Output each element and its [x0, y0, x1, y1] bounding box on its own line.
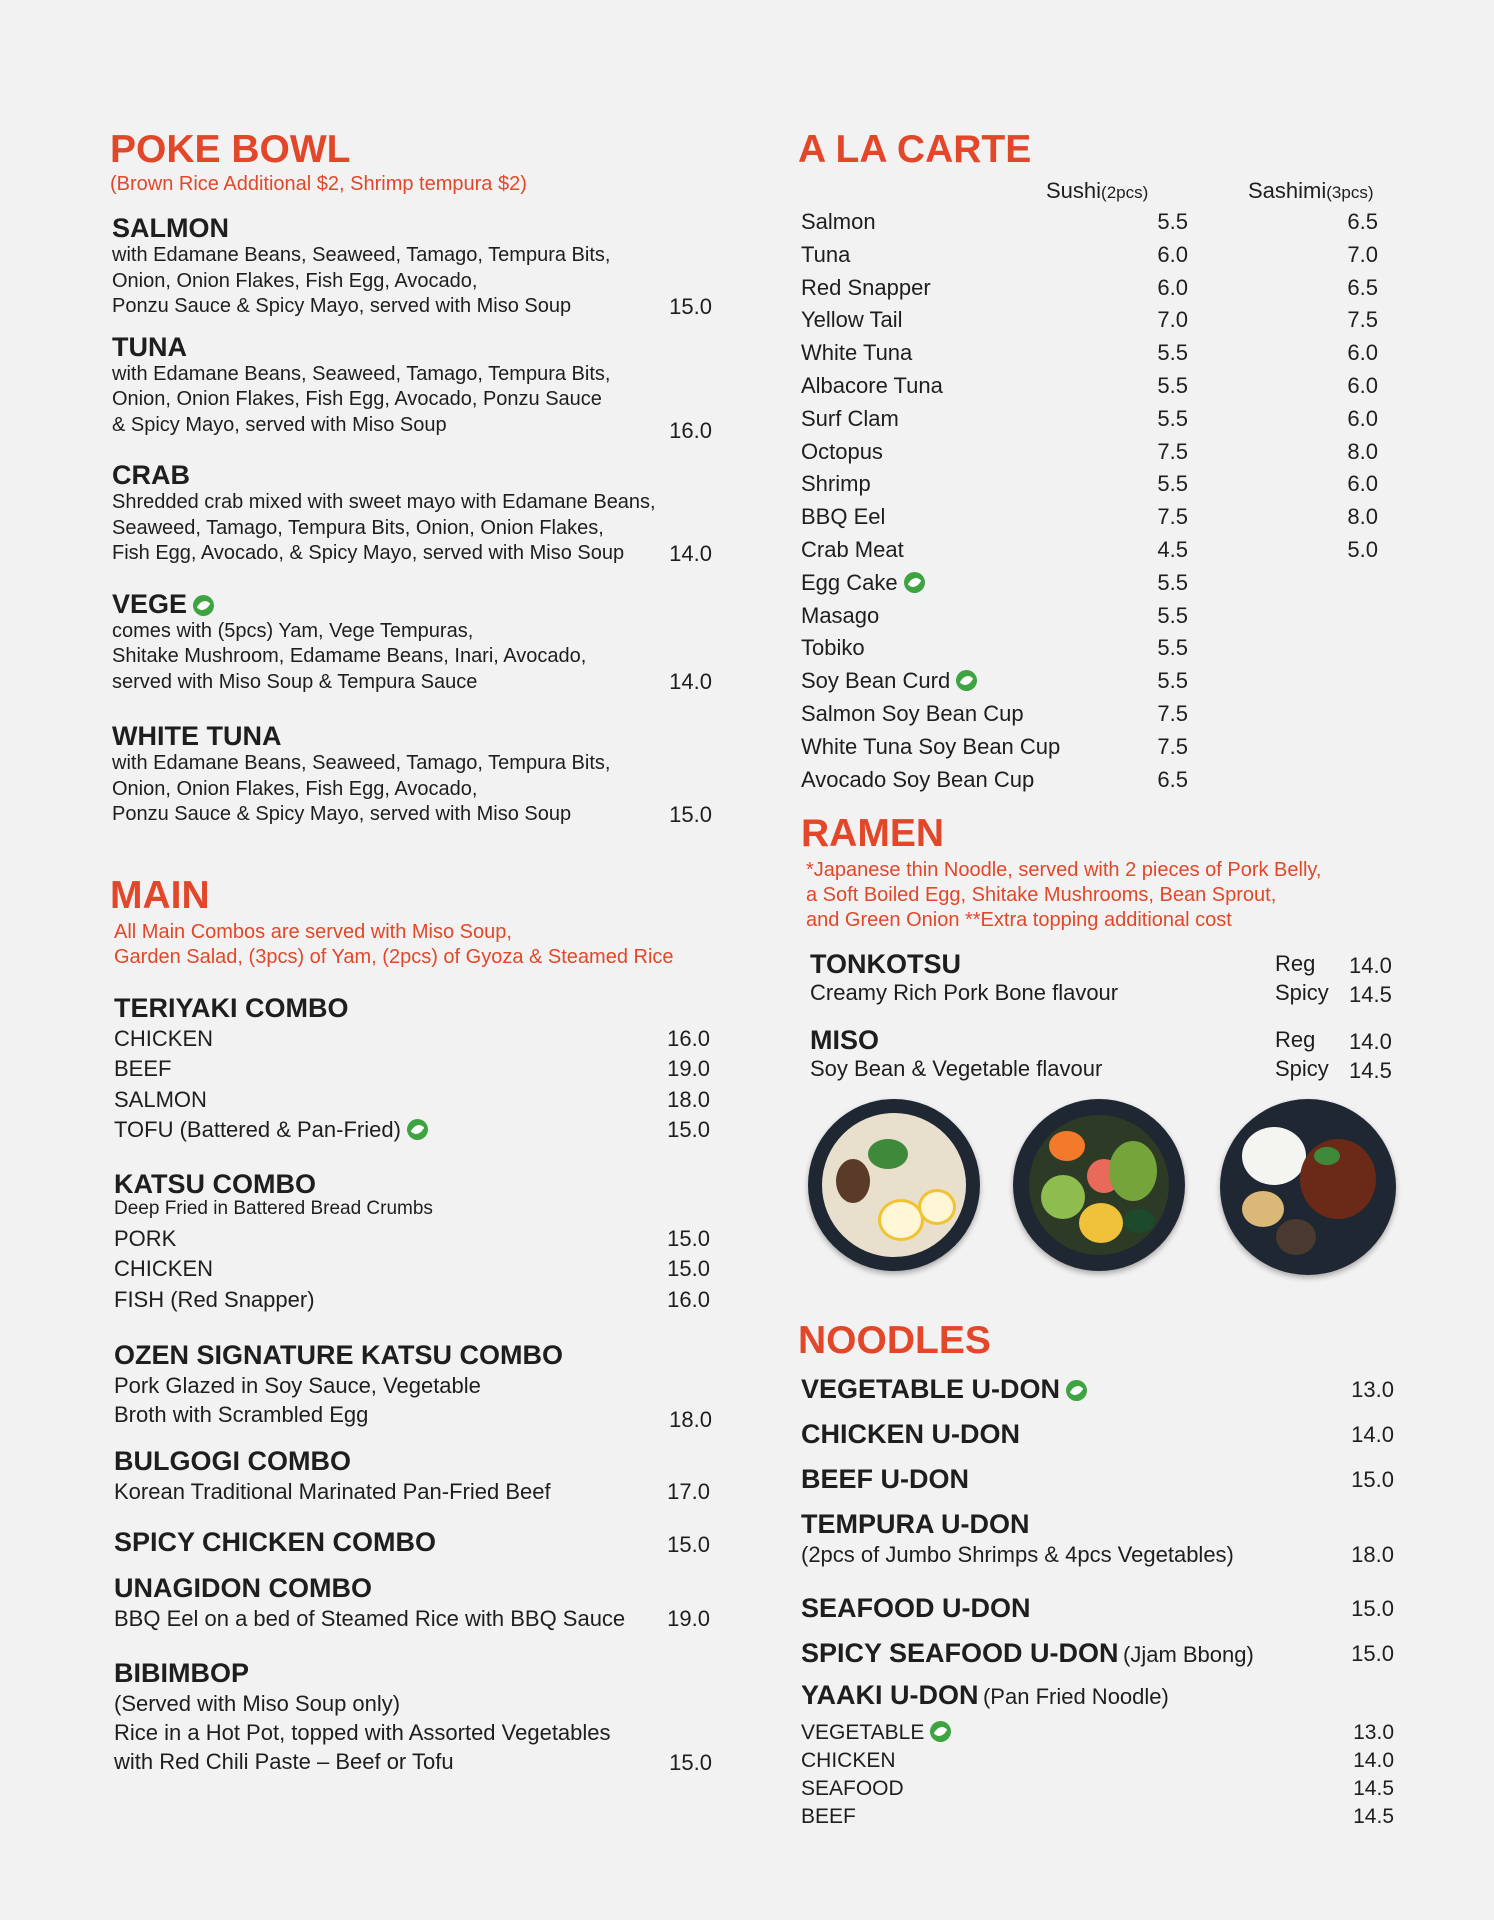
row-name: Egg Cake [801, 569, 898, 595]
sushi-price: 4.5 [1157, 536, 1188, 562]
row-name-wrap [801, 272, 931, 305]
combo-title: OZEN SIGNATURE KATSU COMBO [114, 1340, 563, 1370]
sashimi-label: Sashimi [1248, 178, 1327, 203]
sushi-price: 5.5 [1157, 635, 1188, 661]
row-name: Octopus [801, 438, 883, 464]
sushi-price: 5.5 [1157, 668, 1188, 694]
row-price: 18.0 [667, 1086, 710, 1112]
menu-item-crab-poke [110, 460, 710, 567]
row-label: PORK [114, 1225, 177, 1251]
option-price: 14.5 [1349, 1058, 1392, 1084]
option-price: 14.0 [1349, 953, 1392, 979]
item-name: VEGETABLE U-DON [801, 1374, 1061, 1405]
a-la-carte-row [798, 600, 1394, 633]
desc-line: Ponzu Sauce & Spicy Mayo, served with Miso Soup [112, 803, 572, 825]
item-name: WHITE TUNA [112, 721, 282, 751]
row-name: Salmon Soy Bean Cup [801, 700, 1024, 726]
row-name-wrap [801, 665, 977, 698]
row-label: BEEF [801, 1805, 856, 1829]
row-price: 14.0 [1353, 1749, 1394, 1773]
row-name: Yellow Tail [801, 307, 903, 333]
sushi-price: 5.5 [1157, 471, 1188, 497]
a-la-carte-row [798, 501, 1394, 534]
sushi-label: Sushi [1046, 178, 1102, 203]
sushi-price: 7.5 [1157, 733, 1188, 759]
option-price: 14.5 [1349, 982, 1392, 1008]
combo-price: 17.0 [667, 1479, 710, 1504]
combo-title: TERIYAKI COMBO [114, 992, 349, 1023]
option-label: Reg [1275, 1027, 1316, 1053]
ramen-item-tonkotsu [801, 949, 1394, 1009]
row-label: FISH (Red Snapper) [114, 1286, 315, 1312]
item-price: 18.0 [1351, 1542, 1394, 1568]
row-name-wrap [801, 370, 943, 403]
avocado-shape [1109, 1141, 1157, 1201]
leaf-icon [193, 595, 214, 616]
noodles-title: NOODLES [798, 1319, 991, 1363]
option-label: Reg [1275, 951, 1316, 977]
sushi-price: 7.5 [1157, 504, 1188, 530]
item-price: 15.0 [669, 801, 712, 827]
row-price: 14.5 [1353, 1805, 1394, 1829]
desc-line: Rice in a Hot Pot, topped with Assorted Vegetables [114, 1719, 611, 1745]
note-line: and Green Onion **Extra topping additional cost [806, 909, 1232, 932]
sushi-price: 5.5 [1157, 405, 1188, 431]
row-name: Crab Meat [801, 536, 904, 562]
item-description [112, 490, 712, 567]
ramen-section [798, 812, 1394, 1279]
menu-item-vege-poke [110, 589, 710, 696]
item-description: Soy Bean & Vegetable flavour [810, 1056, 1103, 1082]
row-price: 16.0 [667, 1025, 710, 1051]
a-la-carte-row [798, 665, 1394, 698]
item-price: 16.0 [669, 418, 712, 443]
price-row [114, 1477, 710, 1508]
row-name-wrap [801, 698, 1024, 731]
desc-line: Onion, Onion Flakes, Fish Egg, Avocado, Ponzu Sauce [112, 388, 602, 410]
row-label: SEAFOOD [801, 1777, 904, 1801]
row-name-wrap [801, 764, 1034, 797]
bibimbop [110, 1657, 710, 1776]
sushi-price: 5.5 [1157, 602, 1188, 628]
price-row [801, 1719, 1394, 1747]
row-name-wrap [801, 731, 1060, 764]
combo-title: UNAGIDON COMBO [114, 1573, 372, 1603]
combo-description: BBQ Eel on a bed of Steamed Rice with BBQ Sauce [114, 1606, 626, 1631]
sushi-price: 5.5 [1157, 209, 1188, 234]
item-price: 15.0 [1351, 1467, 1394, 1493]
desc-line: Seaweed, Tamago, Tempura Bits, Onion, Onion Flakes, [112, 516, 604, 539]
desc-line: with Edamane Beans, Seaweed, Tamago, Tempura Bits, [112, 244, 611, 266]
food-photos [801, 1099, 1394, 1279]
row-name: BBQ Eel [801, 504, 886, 530]
item-price: 15.0 [669, 293, 712, 319]
right-column [798, 128, 1394, 1831]
item-price: 14.0 [1351, 1422, 1394, 1448]
item-name: SPICY SEAFOOD U-DON [801, 1638, 1119, 1669]
row-label-wrap [801, 1719, 951, 1747]
rice-shape [1242, 1127, 1306, 1185]
row-name: Avocado Soy Bean Cup [801, 766, 1035, 792]
ramen-bowl-photo [808, 1099, 980, 1271]
row-price: 15.0 [667, 1256, 710, 1281]
a-la-carte-row [798, 206, 1394, 239]
row-label: CHICKEN [114, 1025, 214, 1051]
teriyaki-combo [110, 992, 710, 1146]
unagidon-combo [110, 1572, 710, 1635]
price-row [114, 1224, 710, 1255]
desc-line: Fish Egg, Avocado, & Spicy Mayo, served with Miso Soup [112, 542, 625, 564]
noodles-section [798, 1319, 1394, 1831]
roll-shape [1276, 1219, 1316, 1255]
a-la-carte-row [798, 370, 1394, 403]
sashimi-price: 5.0 [1347, 536, 1378, 562]
menu-item-tuna-poke [110, 331, 712, 443]
menu-item-white-tuna-poke [110, 721, 710, 828]
sashimi-price: 7.5 [1347, 307, 1378, 333]
row-price: 15.0 [667, 1225, 710, 1251]
sushi-price: 7.0 [1157, 307, 1188, 333]
sushi-price: 5.5 [1157, 569, 1188, 595]
note-line: a Soft Boiled Egg, Shitake Mushrooms, Bean Sprout, [806, 884, 1277, 907]
noodle-item-vegetable-udon [798, 1367, 1394, 1412]
row-label: CHICKEN [801, 1749, 896, 1773]
noodle-item-beef-udon [798, 1457, 1394, 1502]
a-la-carte-row [798, 567, 1394, 600]
a-la-carte-row [798, 731, 1394, 764]
row-name-wrap [801, 337, 912, 370]
combo-price: 19.0 [667, 1606, 710, 1631]
row-name: Shrimp [801, 471, 871, 497]
row-name: Soy Bean Curd [801, 668, 951, 694]
sashimi-header [1248, 178, 1373, 204]
a-la-carte-row [798, 534, 1394, 567]
option-label: Spicy [1275, 980, 1329, 1006]
row-label: SALMON [114, 1086, 207, 1112]
ramen-note [801, 858, 1394, 933]
a-la-carte-row [798, 468, 1394, 501]
item-name: TUNA [112, 331, 187, 362]
sashimi-price: 6.0 [1347, 340, 1378, 366]
noodle-item-yaaki-udon [798, 1676, 1394, 1831]
row-label: VEGETABLE [801, 1721, 925, 1745]
item-description [112, 619, 672, 696]
desc-line: (Served with Miso Soup only) [114, 1690, 401, 1716]
left-column [110, 128, 710, 1776]
item-price: 15.0 [1351, 1641, 1394, 1667]
item-description: Creamy Rich Pork Bone flavour [810, 980, 1119, 1006]
desc-line: Onion, Onion Flakes, Fish Egg, Avocado, [112, 269, 478, 292]
a-la-carte-row [798, 436, 1394, 469]
combo-title: BIBIMBOP [114, 1657, 249, 1688]
row-name-wrap [801, 239, 850, 272]
menu-item-salmon-poke [110, 213, 710, 320]
item-name: CRAB [112, 460, 190, 490]
item-extra: (Pan Fried Noodle) [982, 1684, 1169, 1710]
row-name-wrap [801, 468, 871, 501]
price-row [114, 1285, 710, 1316]
item-name: SALMON [112, 213, 229, 243]
item-name: TONKOTSU [810, 949, 962, 980]
sushi-price: 5.5 [1157, 372, 1188, 398]
row-name-wrap [801, 534, 904, 567]
row-name-wrap [801, 304, 903, 337]
price-row [114, 1085, 710, 1116]
option-labels [1275, 1025, 1329, 1083]
row-name-wrap [801, 501, 885, 534]
poke-bowl-section [110, 128, 710, 828]
option-price: 14.0 [1349, 1029, 1392, 1055]
combo-price: 15.0 [667, 1531, 710, 1557]
katsu-combo [110, 1170, 710, 1316]
noodle-item-seafood-udon [798, 1586, 1394, 1631]
item-description [112, 751, 672, 828]
combo-title: SPICY CHICKEN COMBO [114, 1526, 437, 1557]
noodle-item-spicy-seafood-udon [798, 1631, 1394, 1676]
row-price: 14.5 [1353, 1777, 1394, 1801]
desc-line: Shredded crab mixed with sweet mayo with Edamane Beans, [112, 491, 656, 513]
desc-line: with Edamane Beans, Seaweed, Tamago, Tempura Bits, [112, 752, 611, 774]
option-label: Spicy [1275, 1056, 1329, 1082]
sushi-price: 6.5 [1157, 766, 1188, 792]
a-la-carte-row [798, 304, 1394, 337]
main-section [110, 874, 710, 1776]
row-name: Masago [801, 602, 880, 628]
desc-line: with Red Chili Paste – Beef or Tofu [114, 1748, 454, 1774]
row-name: Salmon [801, 209, 876, 234]
leaf-icon [407, 1119, 428, 1140]
a-la-carte-row [798, 272, 1394, 305]
sushi-header [1046, 178, 1148, 204]
sushi-price: 5.5 [1157, 340, 1188, 366]
desc-line: Broth with Scrambled Egg [114, 1402, 369, 1427]
price-row [801, 1775, 1394, 1803]
leaf-icon [930, 1721, 951, 1742]
desc-line: served with Miso Soup & Tempura Sauce [112, 670, 478, 693]
item-extra: (Jjam Bbong) [1123, 1642, 1254, 1668]
sushi-price: 7.5 [1157, 700, 1188, 726]
item-name: TEMPURA U-DON [801, 1509, 1030, 1540]
item-name: SEAFOOD U-DON [801, 1593, 1031, 1624]
desc-line: Shitake Mushroom, Edamame Beans, Inari, Avocado, [112, 645, 587, 667]
a-la-carte-title: A LA CARTE [798, 128, 1032, 171]
sashimi-price: 7.0 [1347, 241, 1378, 267]
item-name: YAAKI U-DON [801, 1680, 979, 1711]
desc-line: comes with (5pcs) Yam, Vege Tempuras, [112, 619, 474, 642]
sashimi-price: 6.0 [1347, 372, 1378, 398]
poke-bowl-note: (Brown Rice Additional $2, Shrimp tempura $2) [110, 173, 527, 195]
desc-line: & Spicy Mayo, served with Miso Soup [112, 413, 447, 436]
item-name: CHICKEN U-DON [801, 1419, 1020, 1450]
row-price: 16.0 [667, 1286, 710, 1312]
row-name: Tuna [801, 241, 851, 267]
row-name-wrap [801, 600, 879, 633]
row-label: CHICKEN [114, 1256, 214, 1281]
item-description [112, 243, 672, 320]
price-row [801, 1747, 1394, 1775]
noodle-item-tempura-udon [798, 1506, 1394, 1582]
item-name: MISO [810, 1025, 880, 1056]
a-la-carte-row [798, 337, 1394, 370]
combo-title: BULGOGI COMBO [114, 1446, 351, 1476]
item-name-row [112, 589, 710, 619]
sashimi-count: (3pcs) [1326, 183, 1374, 202]
note-line: All Main Combos are served with Miso Soup, [114, 920, 512, 943]
row-name: Albacore Tuna [801, 372, 943, 398]
option-labels [1275, 949, 1329, 1007]
ramen-item-miso [801, 1025, 1394, 1085]
combo-price: 18.0 [669, 1407, 712, 1432]
desc-line: with Edamane Beans, Seaweed, Tamago, Tempura Bits, [112, 362, 611, 385]
main-note [110, 920, 710, 970]
gyoza-shape [1242, 1191, 1284, 1227]
price-row [114, 1115, 710, 1146]
combo-subtitle: Deep Fried in Battered Bread Crumbs [114, 1197, 433, 1219]
price-row [801, 1803, 1394, 1831]
a-la-carte-row [798, 403, 1394, 436]
sushi-price: 7.5 [1157, 438, 1188, 464]
desc-line: Onion, Onion Flakes, Fish Egg, Avocado, [112, 777, 478, 800]
leaf-icon [1066, 1380, 1087, 1401]
desc-line: Ponzu Sauce & Spicy Mayo, served with Miso Soup [112, 295, 572, 317]
row-price: 13.0 [1353, 1721, 1394, 1745]
item-price: 14.0 [669, 540, 712, 566]
row-name: Tobiko [801, 635, 865, 661]
a-la-carte-section [798, 128, 1394, 796]
row-name: White Tuna [801, 340, 913, 366]
item-description: (2pcs of Jumbo Shrimps & 4pcs Vegetables) [801, 1542, 1234, 1568]
a-la-carte-row [798, 239, 1394, 272]
a-la-carte-row [798, 698, 1394, 731]
item-name: VEGE [112, 588, 188, 619]
note-line: *Japanese thin Noodle, served with 2 pieces of Pork Belly, [806, 859, 1322, 882]
leaf-icon [904, 572, 925, 593]
sushi-count: (2pcs) [1101, 183, 1149, 202]
poke-bowl-title: POKE BOWL [110, 128, 351, 171]
sashimi-price: 6.0 [1347, 405, 1378, 431]
row-name-wrap [801, 403, 899, 436]
row-name-wrap [801, 632, 865, 665]
row-label: BEEF [114, 1056, 172, 1081]
note-line: Garden Salad, (3pcs) of Yam, (2pcs) of Gyoza & Steamed Rice [114, 945, 674, 968]
sashimi-price: 6.5 [1347, 274, 1378, 300]
sushi-price: 6.0 [1157, 241, 1188, 267]
combo-plate-photo [1220, 1099, 1396, 1275]
item-name: BEEF U-DON [801, 1464, 969, 1495]
row-price: 19.0 [667, 1056, 710, 1081]
combo-description [114, 1371, 674, 1429]
price-row [114, 1254, 710, 1285]
noodle-item-chicken-udon [798, 1412, 1394, 1457]
poke-bowl-photo [1013, 1099, 1185, 1271]
row-name-wrap [801, 436, 883, 469]
row-name: White Tuna Soy Bean Cup [801, 733, 1061, 759]
item-price: 13.0 [1351, 1377, 1394, 1403]
item-price: 14.0 [669, 669, 712, 694]
a-la-carte-header [798, 172, 1394, 206]
row-label: TOFU (Battered & Pan-Fried) [114, 1117, 401, 1142]
a-la-carte-row [798, 764, 1394, 797]
combo-description: Korean Traditional Marinated Pan-Fried Beef [114, 1479, 551, 1504]
combo-description [114, 1689, 674, 1776]
sashimi-price: 6.0 [1347, 471, 1378, 497]
combo-price: 15.0 [669, 1749, 712, 1775]
sashimi-price: 8.0 [1347, 438, 1378, 464]
option-prices [1349, 1027, 1392, 1085]
row-label-wrap [114, 1115, 428, 1146]
sashimi-price: 6.5 [1347, 209, 1378, 234]
option-prices [1349, 951, 1392, 1009]
desc-line: Pork Glazed in Soy Sauce, Vegetable [114, 1373, 481, 1398]
leaf-icon [956, 670, 977, 691]
sushi-price: 6.0 [1157, 274, 1188, 300]
price-row [114, 1024, 710, 1055]
item-description [112, 362, 672, 439]
row-name: Red Snapper [801, 274, 931, 300]
ozen-signature-combo [110, 1339, 712, 1432]
price-row [114, 1526, 710, 1561]
item-name-row [801, 1676, 1394, 1719]
spicy-chicken-combo [110, 1526, 710, 1561]
row-name: Surf Clam [801, 405, 899, 431]
a-la-carte-row [798, 632, 1394, 665]
row-name-wrap [801, 567, 925, 600]
sashimi-price: 8.0 [1347, 504, 1378, 530]
combo-title: KATSU COMBO [114, 1168, 316, 1199]
main-title: MAIN [110, 873, 210, 917]
row-name-wrap [801, 206, 876, 239]
bulgogi-combo [110, 1445, 710, 1508]
row-price: 15.0 [667, 1117, 710, 1142]
a-la-carte-list [798, 206, 1394, 796]
price-row [114, 1604, 710, 1635]
ramen-title: RAMEN [801, 812, 944, 856]
price-row [114, 1054, 710, 1085]
item-price: 15.0 [1351, 1596, 1394, 1622]
